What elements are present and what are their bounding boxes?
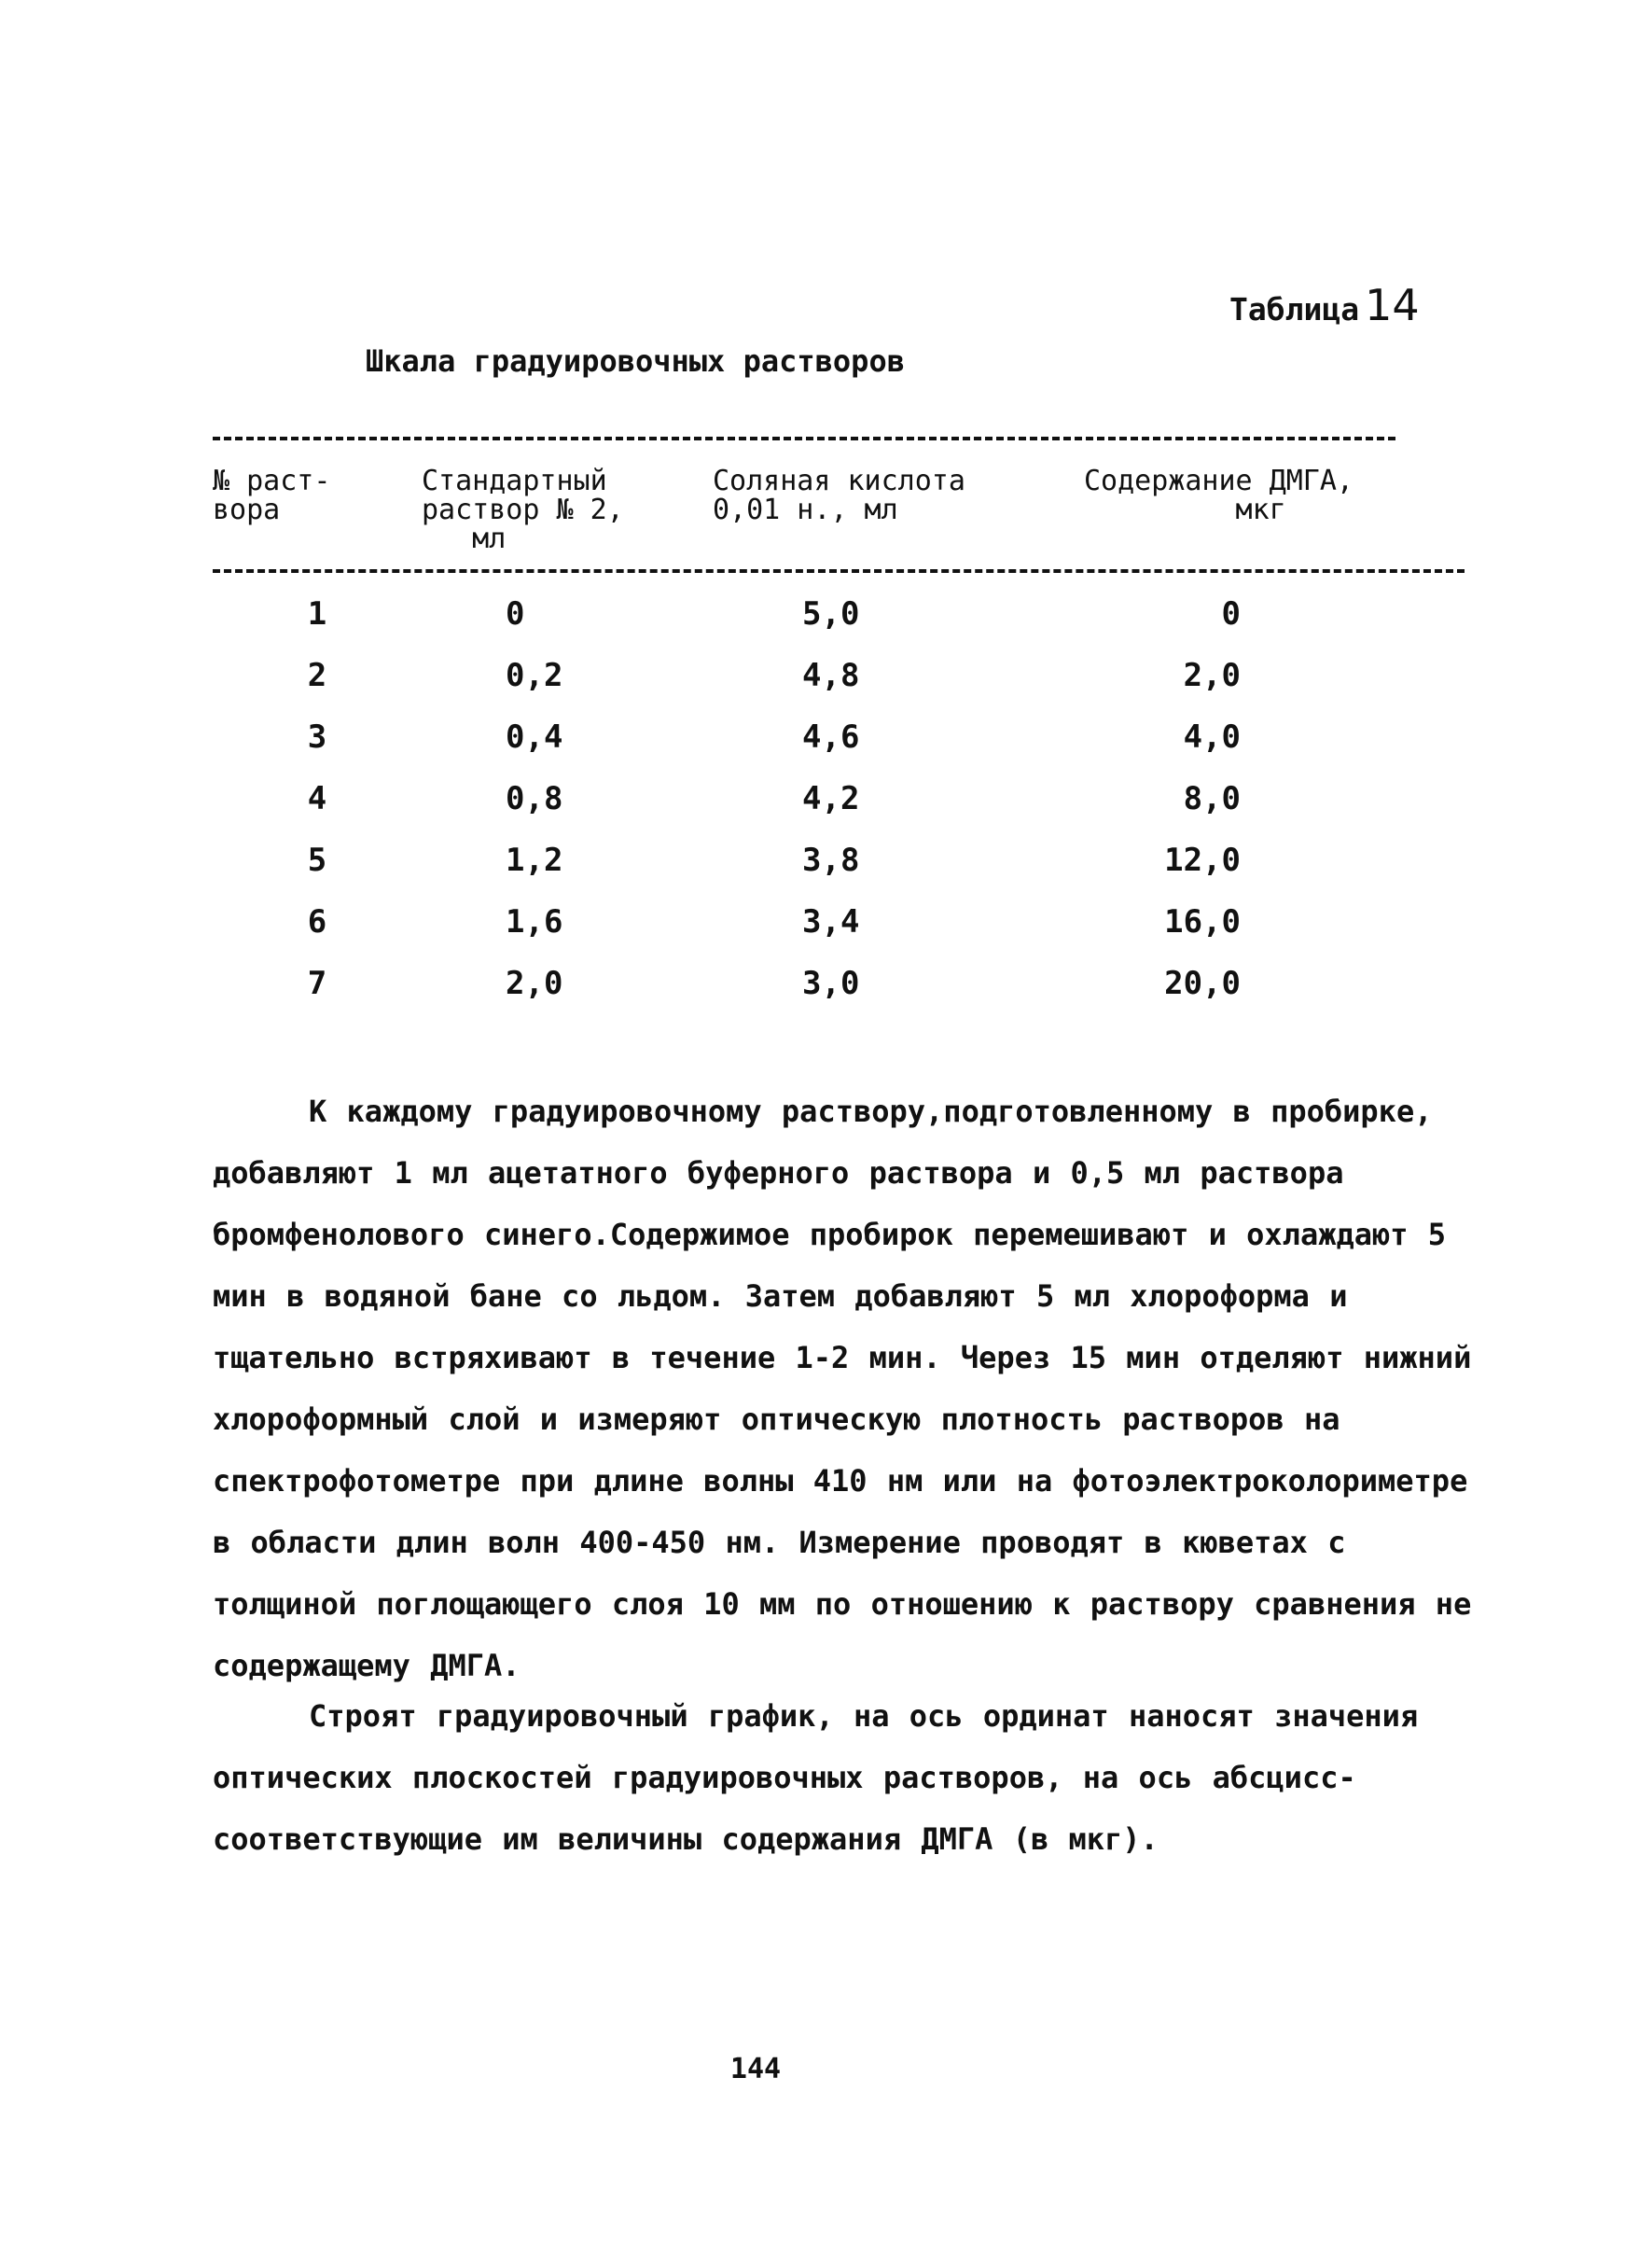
cell-dmga-content: 8,0 bbox=[1183, 780, 1241, 817]
cell-hydrochloric-acid: 4,6 bbox=[802, 718, 860, 756]
cell-hydrochloric-acid: 5,0 bbox=[802, 595, 860, 633]
table-row bbox=[0, 780, 1652, 817]
cell-solution-number: 6 bbox=[307, 903, 327, 941]
table-number: 14 bbox=[1365, 280, 1420, 330]
column-header-hydrochloric-acid: Соляная кислота 0,01 н., мл bbox=[713, 465, 965, 526]
table-top-rule bbox=[213, 437, 1395, 440]
cell-solution-number: 1 bbox=[307, 595, 327, 633]
cell-standard-solution: 0 bbox=[506, 595, 525, 633]
cell-solution-number: 3 bbox=[307, 718, 327, 756]
cell-solution-number: 5 bbox=[307, 842, 327, 879]
body-paragraph-calibration-graph: Строят градуировочный график, на ось ординат наносят значения оптических плоскостей градуировочных растворов, на ось абсцисс- соответствующие им величины содержания ДМГА (в мкг). bbox=[213, 1698, 1419, 1857]
cell-dmga-content: 4,0 bbox=[1183, 718, 1241, 756]
cell-dmga-content: 12,0 bbox=[1164, 842, 1241, 879]
page-number: 144 bbox=[729, 2053, 782, 2085]
cell-standard-solution: 0,4 bbox=[506, 718, 563, 756]
table-label-text: Таблица bbox=[1229, 291, 1360, 328]
cell-standard-solution: 0,2 bbox=[506, 657, 563, 694]
cell-standard-solution: 1,2 bbox=[506, 842, 563, 879]
cell-dmga-content: 2,0 bbox=[1183, 657, 1241, 694]
table-label bbox=[1229, 280, 1420, 330]
column-header-standard-solution: Стандартный раствор № 2, мл bbox=[422, 465, 624, 555]
table-title: Шкала градуировочных растворов bbox=[366, 343, 905, 379]
table-row bbox=[0, 842, 1652, 879]
table-row bbox=[0, 718, 1652, 756]
column-header-solution-number: № раст- вора bbox=[213, 465, 331, 526]
cell-standard-solution: 2,0 bbox=[506, 965, 563, 1002]
cell-solution-number: 4 bbox=[307, 780, 327, 817]
cell-hydrochloric-acid: 4,8 bbox=[802, 657, 860, 694]
column-header-dmga-content: Содержание ДМГА, мкг bbox=[1084, 465, 1354, 526]
table-header-rule bbox=[213, 569, 1465, 573]
cell-dmga-content: 0 bbox=[1221, 595, 1241, 633]
cell-standard-solution: 0,8 bbox=[506, 780, 563, 817]
cell-dmga-content: 20,0 bbox=[1164, 965, 1241, 1002]
cell-hydrochloric-acid: 3,8 bbox=[802, 842, 860, 879]
table-row bbox=[0, 595, 1652, 633]
cell-standard-solution: 1,6 bbox=[506, 903, 563, 941]
table-row bbox=[0, 903, 1652, 941]
table-row bbox=[0, 965, 1652, 1002]
cell-dmga-content: 16,0 bbox=[1164, 903, 1241, 941]
table-row bbox=[0, 657, 1652, 694]
cell-hydrochloric-acid: 4,2 bbox=[802, 780, 860, 817]
cell-hydrochloric-acid: 3,4 bbox=[802, 903, 860, 941]
cell-solution-number: 2 bbox=[307, 657, 327, 694]
cell-hydrochloric-acid: 3,0 bbox=[802, 965, 860, 1002]
body-paragraph-procedure: К каждому градуировочному раствору,подготовленному в пробирке, добавляют 1 мл ацетатного буферного раствора и 0,5 мл раствора бромфенолового синего.Содержимое пробирок перемешивают и охлаждают 5 мин в водяной бане со льдом. Затем добавляют 5 мл хлороформа и тщательно встряхивают в течение 1-2 мин. Через 15 мин отделяют нижний хлороформный слой и измеряют оптическую плотность растворов на спектрофотометре при длине волны 410 нм или на фотоэлектроколориметре в области длин волн 400-450 нм. Измерение проводят в кюветах с толщиной поглощающего слоя 10 мм по отношению к раствору сравнения не содержащему ДМГА. bbox=[213, 1094, 1472, 1683]
cell-solution-number: 7 bbox=[307, 965, 327, 1002]
